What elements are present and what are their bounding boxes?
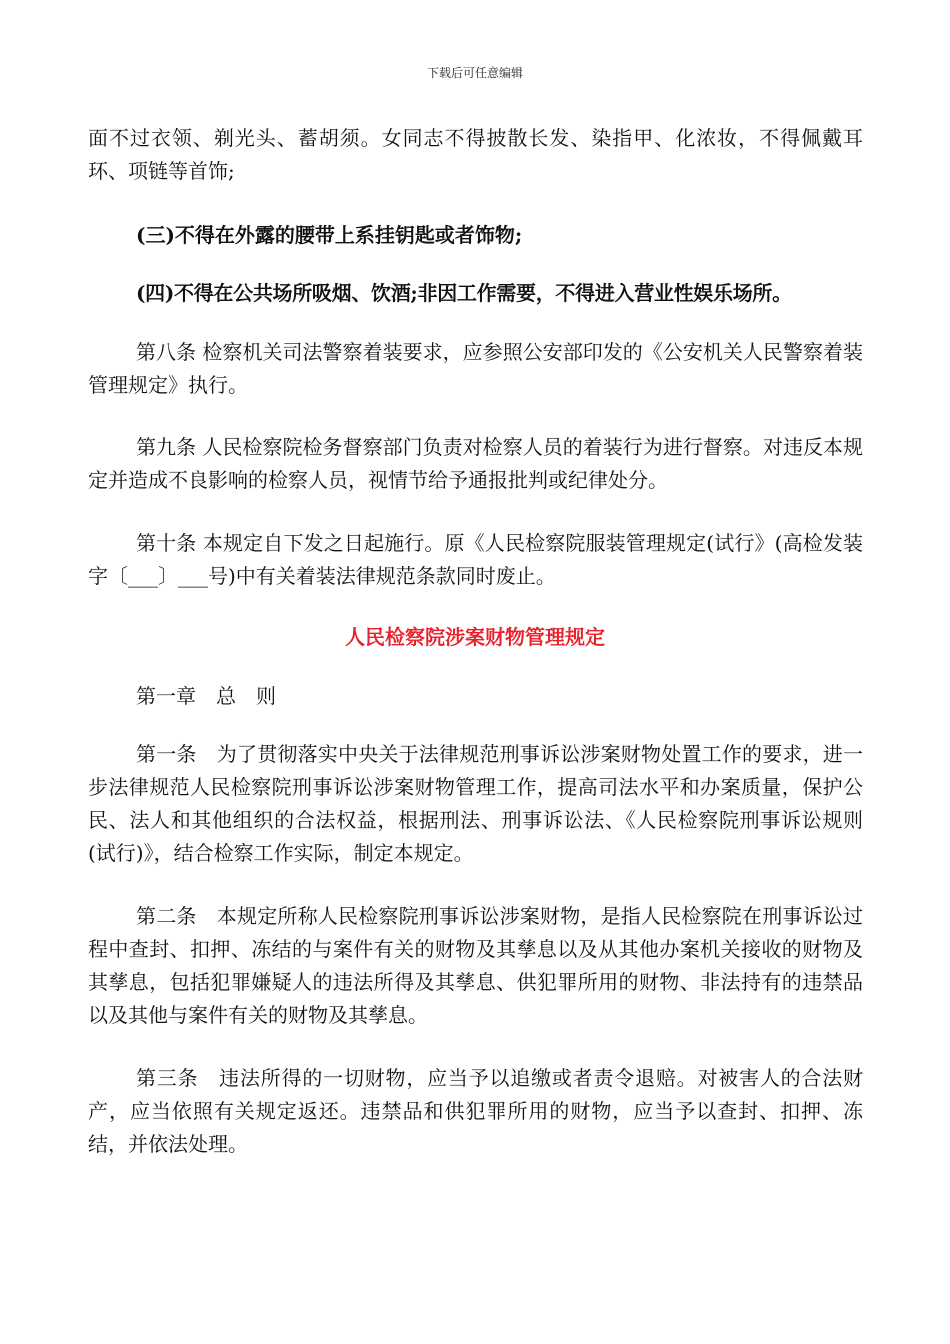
page-header: 下载后可任意编辑 bbox=[426, 66, 523, 80]
paragraph-article-8: 第八条 检察机关司法警察着装要求，应参照公安部印发的《公安机关人民警察着装管理规定》执行。 bbox=[88, 340, 863, 397]
paragraph-article-2: 第二条 本规定所称人民检察院刑事诉讼涉案财物，是指人民检察院在刑事诉讼过程中查封、扣押、冻结的与案件有关的财物及其孳息以及从其他办案机关接收的财物及其孳息，包括犯罪嫌疑人的违法所得及其孳息、供犯罪所用的财物、非法持有的违禁品以及其他与案件有关的财物及其孳息。 bbox=[88, 904, 863, 1027]
document-title: 人民检察院涉案财物管理规定 bbox=[345, 625, 605, 649]
paragraph-article-9: 第九条 人民检察院检务督察部门负责对检察人员的着装行为进行督察。对违反本规定并造成不良影响的检察人员，视情节给予通报批判或纪律处分。 bbox=[88, 435, 863, 492]
paragraph-item-3: (三)不得在外露的腰带上系挂钥匙或者饰物; bbox=[136, 223, 523, 247]
paragraph-article-10: 第十条 本规定自下发之日起施行。原《人民检察院服装管理规定(试行》(高检发装字〔___〕___号)中有关着装法律规范条款同时废止。 bbox=[88, 531, 863, 588]
paragraph-item-4: (四)不得在公共场所吸烟、饮酒;非因工作需要，不得进入营业性娱乐场所。 bbox=[136, 281, 792, 305]
paragraph-article-3: 第三条 违法所得的一切财物，应当予以追缴或者责令退赔。对被害人的合法财产，应当依照有关规定返还。违禁品和供犯罪所用的财物，应当予以查封、扣押、冻结，并依法处理。 bbox=[88, 1066, 863, 1156]
chapter-heading: 第一章 总 则 bbox=[136, 684, 276, 708]
paragraph-continuation: 面不过衣领、剃光头、蓄胡须。女同志不得披散长发、染指甲、化浓妆，不得佩戴耳环、项链等首饰; bbox=[88, 126, 863, 183]
paragraph-article-1: 第一条 为了贯彻落实中央关于法律规范刑事诉讼涉案财物处置工作的要求，进一步法律规范人民检察院刑事诉讼涉案财物管理工作，提高司法水平和办案质量，保护公民、法人和其他组织的合法权益，根据刑法、刑事诉讼法、《人民检察院刑事诉讼规则(试行)》，结合检察工作实际，制定本规定。 bbox=[88, 742, 863, 865]
